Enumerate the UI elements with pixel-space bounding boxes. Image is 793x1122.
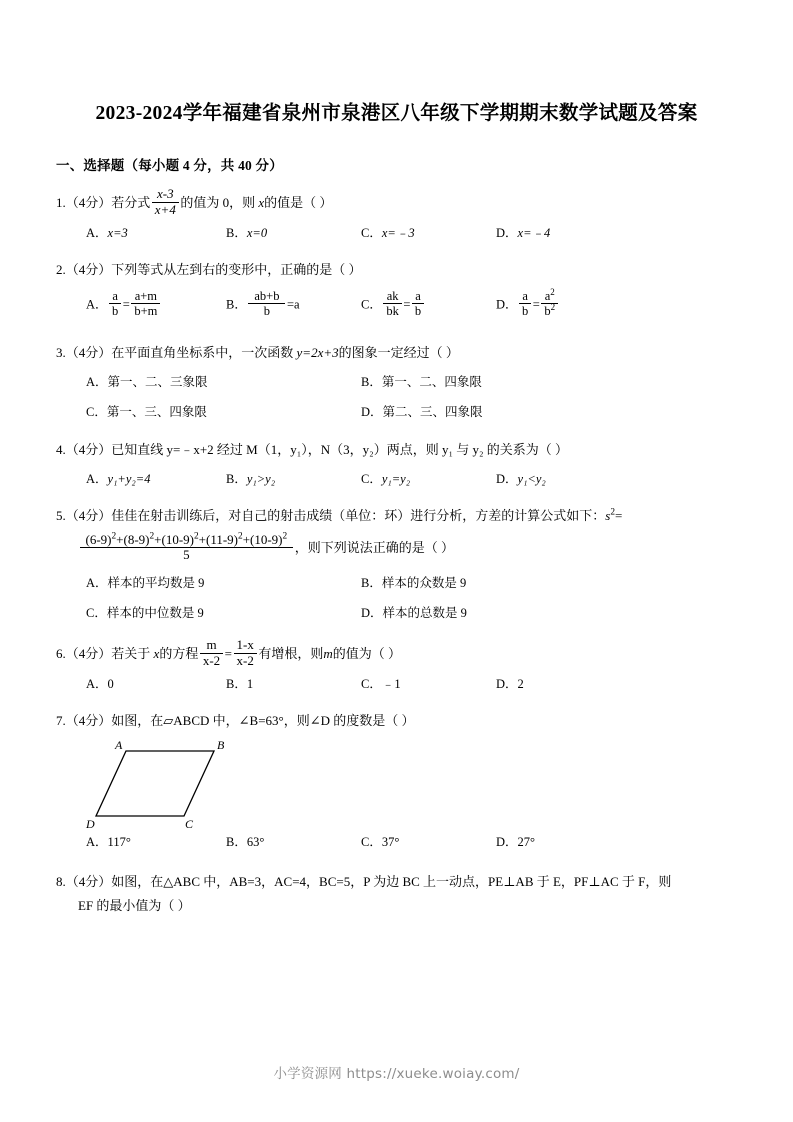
option-b-text: 样本的众数是 9	[381, 576, 467, 591]
option-c[interactable]	[361, 224, 415, 243]
option-a[interactable]	[86, 833, 131, 852]
option-d[interactable]	[361, 403, 483, 422]
question-2-stem	[56, 257, 737, 283]
question-3-options-row-2	[56, 403, 737, 424]
option-b[interactable]	[361, 574, 466, 593]
option-b-right-value: a	[294, 297, 300, 312]
question-6-stem-tail: 的值为（ ）	[332, 645, 402, 661]
question-5-stem-text: 佳佳在射击训练后，对自己的射击成绩（单位：环）进行分析，方差的计算公式如下：	[111, 508, 606, 524]
right-numerator-exponent: 2	[550, 286, 555, 297]
option-a-label: A．	[86, 297, 108, 312]
option-d-label: D．	[496, 835, 518, 850]
right-denominator	[541, 301, 558, 319]
question-6-stem-mid: 的方程	[159, 645, 199, 661]
question-6-right-fraction	[234, 638, 257, 668]
option-a-label: A．	[86, 375, 108, 390]
left-denominator: b	[263, 304, 271, 319]
question-6-stem-after: 有增根，则	[258, 645, 324, 661]
option-a-label: A．	[86, 226, 108, 241]
variance-formula-denominator: 5	[183, 547, 190, 563]
option-b[interactable]	[226, 833, 264, 852]
question-6-stem-before: 若关于	[111, 645, 151, 661]
right-denominator-base: b	[544, 304, 551, 319]
option-a-left-fraction	[109, 289, 121, 318]
option-a-text: 第一、二、三象限	[107, 375, 208, 390]
option-b-text: x=0	[246, 226, 268, 241]
option-d-right-fraction	[541, 286, 558, 319]
right-numerator: 1-x	[234, 638, 257, 654]
option-d[interactable]	[496, 224, 550, 243]
question-8-number: 8.	[56, 874, 66, 890]
option-a[interactable]	[86, 675, 114, 694]
question-5-options	[56, 574, 737, 625]
question-5-points: （4分）	[65, 508, 112, 524]
option-a-text: 117°	[107, 835, 131, 850]
option-b-left-fraction	[248, 289, 285, 318]
question-7-options	[56, 833, 737, 853]
question-4-number: 4.	[56, 442, 66, 458]
option-c-label: C．	[361, 226, 382, 241]
option-a[interactable]	[86, 289, 162, 318]
option-b-label: B．	[226, 677, 247, 692]
question-6-stem	[56, 638, 737, 668]
option-c-right-fraction	[412, 289, 424, 318]
option-d-label: D．	[361, 606, 383, 621]
left-numerator: a	[109, 289, 121, 304]
variance-exponent: 2	[610, 507, 616, 518]
question-8-points: （4分）	[65, 874, 112, 890]
option-d-text: 样本的总数是 9	[382, 606, 467, 621]
question-8-stem-line-2: EF 的最小值为（ ）	[78, 898, 191, 914]
right-numerator-base: a	[544, 289, 551, 304]
option-c-label: C．	[361, 835, 382, 850]
option-d-left-fraction	[519, 289, 531, 318]
option-b[interactable]	[226, 470, 275, 489]
question-1-stem-tail: 的值是（ ）	[264, 194, 333, 210]
option-c-label: C．	[361, 677, 382, 692]
right-numerator: a	[412, 289, 424, 304]
question-1-stem	[56, 187, 737, 217]
vertex-label-a: A	[115, 738, 123, 753]
question-3	[56, 340, 737, 424]
option-d-label: D．	[361, 405, 383, 420]
option-c-label: C．	[361, 472, 382, 487]
option-d-text: 27°	[517, 835, 536, 850]
question-5-options-row-1	[56, 574, 737, 595]
question-3-stem	[56, 340, 737, 366]
option-c-text: 37°	[381, 835, 400, 850]
question-1-stem-before: 若分式	[111, 194, 151, 210]
option-b-relation: =	[286, 297, 295, 312]
question-8-stem-line-1	[56, 869, 737, 895]
question-5	[56, 503, 737, 625]
option-c-relation: =	[403, 297, 411, 312]
option-a-right-fraction	[131, 289, 160, 318]
option-a-text: 样本的平均数是 9	[107, 576, 205, 591]
option-d[interactable]	[496, 286, 560, 319]
variance-equals: =	[615, 508, 623, 524]
question-3-stem-before: 在平面直角坐标系中，一次函数	[111, 345, 294, 361]
option-d[interactable]	[496, 675, 524, 694]
left-denominator: b	[112, 304, 119, 319]
watermark: 小学资源网 https://xueke.woiay.com/	[273, 1066, 520, 1082]
question-6-options	[56, 675, 737, 695]
option-c-text: 第一、三、四象限	[106, 405, 207, 420]
question-4	[56, 437, 737, 490]
section-header: 一、选择题（每小题 4 分，共 40 分）	[56, 158, 283, 173]
vertex-label-d: D	[86, 817, 95, 831]
option-a-text: y₁+y₂=4	[107, 472, 151, 487]
option-d[interactable]	[496, 470, 546, 489]
question-7-stem-text: 如图，在▱ABCD 中，∠B=63°，则∠D 的度数是（ ）	[111, 713, 415, 729]
option-b[interactable]	[226, 224, 267, 243]
question-5-number: 5.	[56, 508, 66, 524]
option-c-left-fraction	[383, 289, 402, 318]
option-a-label: A．	[86, 835, 108, 850]
question-1-points: （4分）	[65, 194, 112, 210]
question-2-points: （4分）	[65, 262, 112, 278]
option-d-relation: =	[532, 297, 540, 312]
question-7-stem	[56, 708, 737, 734]
right-denominator: b+m	[134, 304, 158, 319]
question-4-points: （4分）	[65, 442, 112, 458]
option-b-label: B．	[226, 297, 247, 312]
option-a-text: x=3	[107, 226, 128, 241]
question-3-points: （4分）	[65, 345, 112, 361]
option-d-text: 第二、三、四象限	[382, 405, 483, 420]
variance-formula-fraction	[80, 533, 294, 563]
question-6-points: （4分）	[65, 645, 112, 661]
option-b[interactable]	[226, 289, 300, 318]
option-a-label: A．	[86, 576, 108, 591]
left-denominator: x-2	[202, 652, 221, 668]
option-d-label: D．	[496, 226, 518, 241]
option-c[interactable]	[361, 675, 401, 694]
option-b-label: B．	[226, 835, 247, 850]
option-d-text: x=﹣4	[517, 226, 551, 241]
question-4-options	[56, 470, 737, 490]
question-3-function: y=2x+3	[296, 345, 339, 361]
fraction-denominator: x+4	[154, 201, 176, 217]
question-4-stem	[56, 437, 737, 463]
option-c[interactable]	[361, 470, 410, 489]
right-numerator: a+m	[131, 289, 160, 304]
option-d-label: D．	[496, 472, 518, 487]
option-d[interactable]	[496, 833, 535, 852]
option-a-label: A．	[86, 472, 108, 487]
option-a[interactable]	[86, 373, 208, 392]
option-c-label: C．	[86, 405, 107, 420]
question-5-options-row-2	[56, 604, 737, 625]
variance-formula-numerator: $(6-9)^2+(8-9)^2+(10-9)^2+(11-9)^2+(10-9)^2$	[80, 533, 294, 549]
question-5-stem-tail: ，则下列说法正确的是（ ）	[294, 540, 454, 556]
question-1-fraction	[152, 187, 179, 217]
variance-symbol: s	[605, 508, 611, 524]
left-numerator: a	[519, 289, 531, 304]
option-a[interactable]	[86, 224, 128, 243]
option-a[interactable]	[86, 470, 150, 489]
question-2-options	[56, 286, 737, 327]
option-b-label: B．	[361, 375, 382, 390]
question-2-number: 2.	[56, 262, 66, 278]
option-a-relation: =	[122, 297, 130, 312]
option-b[interactable]	[226, 675, 253, 694]
question-1-number: 1.	[56, 194, 66, 210]
vertex-label-b: B	[217, 738, 225, 753]
option-c[interactable]	[86, 403, 207, 422]
page-title: 2023-2024学年福建省泉州市泉港区八年级下学期期末数学试题及答案	[95, 103, 698, 124]
option-c-text: ﹣1	[381, 677, 401, 692]
option-c-label: C．	[86, 606, 107, 621]
question-3-stem-after: 的图象一定经过（ ）	[338, 345, 459, 361]
right-denominator: b	[414, 304, 422, 319]
parallelogram-shape	[96, 751, 214, 816]
left-denominator: b	[522, 304, 529, 319]
question-7-points: （4分）	[65, 713, 112, 729]
option-a-text: 0	[107, 677, 114, 692]
question-8-stem-text: 如图，在△ABC 中，AB=3，AC=4，BC=5，P 为边 BC 上一动点，PE⊥AB 于 E，PF⊥AC 于 F，则	[111, 874, 672, 890]
question-1-options	[56, 224, 737, 244]
option-a-label: A．	[86, 677, 108, 692]
option-d[interactable]	[361, 604, 467, 623]
option-b-label: B．	[226, 226, 247, 241]
option-b-text: 1	[246, 677, 254, 692]
left-numerator: ak	[383, 289, 402, 304]
vertex-label-c: C	[185, 817, 194, 831]
option-c-label: C．	[361, 297, 382, 312]
option-c-text: y₁=y₂	[381, 472, 411, 487]
option-d-label: D．	[496, 297, 518, 312]
option-d-label: D．	[496, 677, 518, 692]
parallelogram-svg	[84, 738, 254, 830]
option-b-text: y₁>y₂	[246, 472, 276, 487]
option-c[interactable]	[361, 833, 399, 852]
question-7	[56, 708, 737, 853]
option-b-label: B．	[226, 472, 247, 487]
question-6-variable: x	[153, 645, 160, 661]
option-b-label: B．	[361, 576, 382, 591]
question-2-stem-text: 下列等式从左到右的变形中，正确的是（ ）	[111, 262, 362, 278]
question-6-number: 6.	[56, 645, 66, 661]
option-c-text: x=﹣3	[381, 226, 415, 241]
question-3-number: 3.	[56, 345, 66, 361]
option-c[interactable]	[86, 604, 204, 623]
option-c[interactable]	[361, 289, 426, 318]
question-1	[56, 187, 737, 244]
question-2	[56, 257, 737, 327]
option-b[interactable]	[361, 373, 482, 392]
left-denominator: bk	[386, 304, 399, 319]
question-6	[56, 638, 737, 695]
option-c-text: 样本的中位数是 9	[106, 606, 204, 621]
question-3-options-row-1	[56, 373, 737, 394]
option-b-text: 63°	[246, 835, 265, 850]
left-numerator: ab+b	[248, 289, 285, 304]
right-denominator: x-2	[236, 652, 254, 668]
question-4-stem-text: 已知直线 y=﹣x+2 经过 M（1，y₁），N（3，y₂）两点，则 y₁ 与 y₂ 的关系为（ ）	[111, 442, 569, 458]
question-6-left-fraction	[200, 638, 223, 668]
left-numerator: m	[200, 638, 223, 654]
question-6-variable-m: m	[323, 645, 333, 661]
question-1-variable: x	[258, 194, 265, 210]
right-denominator-exponent: 2	[550, 301, 556, 312]
question-5-stem-line-1	[56, 503, 737, 529]
option-b-text: 第一、二、四象限	[381, 375, 482, 390]
question-8	[56, 869, 737, 917]
parallelogram-figure	[84, 738, 254, 830]
option-a[interactable]	[86, 574, 204, 593]
question-7-number: 7.	[56, 713, 66, 729]
fraction-numerator: x-3	[152, 187, 179, 203]
question-6-relation: =	[224, 645, 233, 661]
question-1-stem-after: 的值为 0，则	[180, 194, 256, 210]
option-d-text: 2	[517, 677, 524, 692]
question-3-options	[56, 373, 737, 424]
question-5-formula-line	[56, 531, 737, 565]
option-d-text: y₁<y₂	[517, 472, 546, 487]
